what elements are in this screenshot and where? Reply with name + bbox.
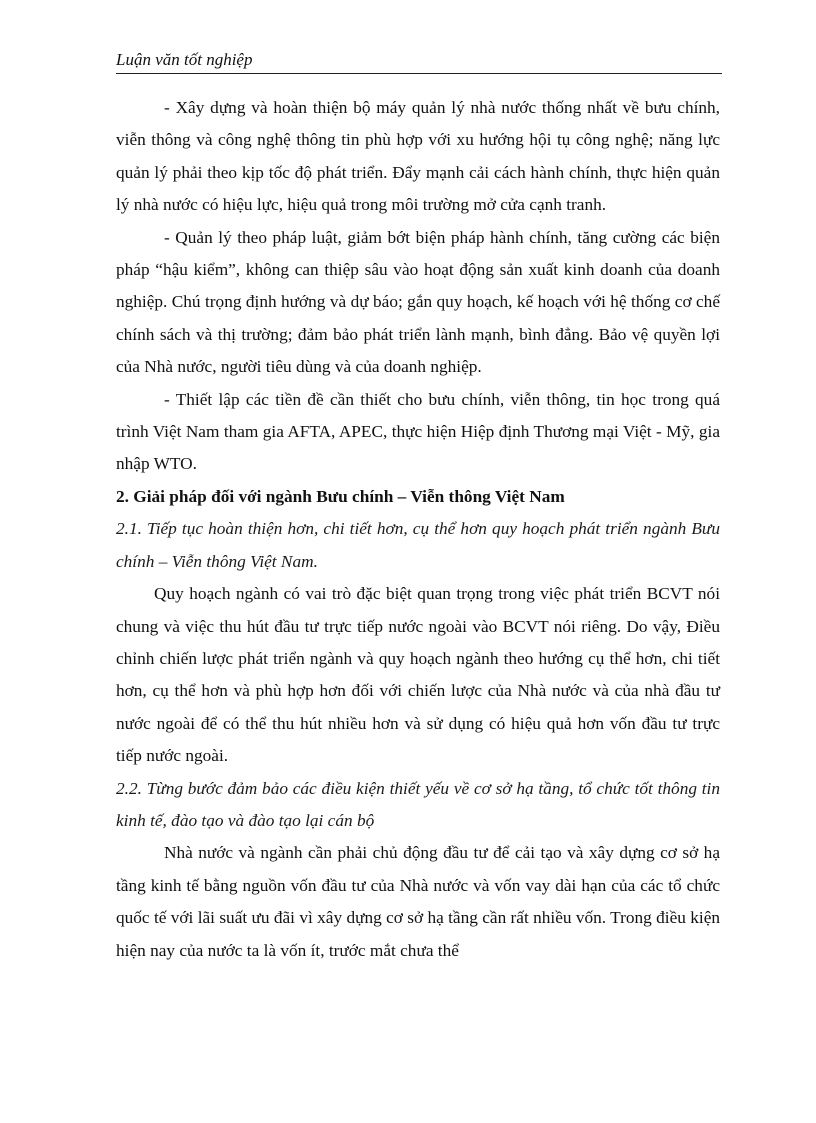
bullet-paragraph-2: - Quản lý theo pháp luật, giảm bớt biện pháp hành chính, tăng cường các biện pháp “hậu kiểm”, không can thiệp sâu vào hoạt động sản xuất kinh doanh của doanh nghiệp. Chú trọng định hướng và dự báo; gắn quy hoạch, kế hoạch với hệ thống cơ chế chính sách và thị trường; đảm bảo phát triển lành mạnh, bình đẳng. Bảo vệ quyền lợi của Nhà nước, người tiêu dùng và của doanh nghiệp. bbox=[116, 227, 720, 377]
paragraph-2-2: Nhà nước và ngành cần phải chủ động đầu tư để cải tạo và xây dựng cơ sở hạ tầng kinh tế bằng nguồn vốn đầu tư của Nhà nước và vốn vay dài hạn của các tổ chức quốc tế với lãi suất ưu đãi vì xây dựng cơ sở hạ tầng cần rất nhiều vốn. Trong điều kiện hiện nay của nước ta là vốn ít, trước mắt chưa thể bbox=[116, 843, 720, 960]
paragraph-2-1: Quy hoạch ngành có vai trò đặc biệt quan trọng trong việc phát triển BCVT nói chung và việc thu hút đầu tư trực tiếp nước ngoài vào BCVT nói riêng. Do vậy, Điều chỉnh chiến lược phát triển ngành và quy hoạch ngành theo hướng cụ thể hơn, chi tiết hơn, cụ thể hơn và phù hợp hơn đối với chiến lược của Nhà nước và của nhà đầu tư nước ngoài để có thể thu hút nhiều hơn và sử dụng có hiệu quả hơn vốn đầu tư trực tiếp nước ngoài. bbox=[116, 584, 720, 766]
page-header bbox=[116, 49, 722, 74]
subsection-heading-2-2: 2.2. Từng bước đảm bảo các điều kiện thiết yếu về cơ sở hạ tầng, tổ chức tốt thông tin kinh tế, đào tạo và đào tạo lại cán bộ bbox=[116, 778, 720, 830]
section-heading-2: 2. Giải pháp đối với ngành Bưu chính – Viễn thông Việt Nam bbox=[116, 486, 565, 506]
header-title: Luận văn tốt nghiệp bbox=[116, 50, 253, 69]
document-body bbox=[116, 92, 720, 967]
bullet-paragraph-1: - Xây dựng và hoàn thiện bộ máy quản lý nhà nước thống nhất về bưu chính, viễn thông và công nghệ thông tin phù hợp với xu hướng hội tụ công nghệ; năng lực quản lý phải theo kịp tốc độ phát triển. Đẩy mạnh cải cách hành chính, thực hiện quản lý nhà nước có hiệu lực, hiệu quả trong môi trường mở cửa cạnh tranh. bbox=[116, 98, 720, 215]
subsection-heading-2-1: 2.1. Tiếp tục hoàn thiện hơn, chi tiết hơn, cụ thể hơn quy hoạch phát triển ngành Bưu chính – Viễn thông Việt Nam. bbox=[116, 519, 720, 571]
bullet-paragraph-3: - Thiết lập các tiền đề cần thiết cho bưu chính, viễn thông, tin học trong quá trình Việt Nam tham gia AFTA, APEC, thực hiện Hiệp định Thương mại Việt - Mỹ, gia nhập WTO. bbox=[116, 389, 720, 474]
